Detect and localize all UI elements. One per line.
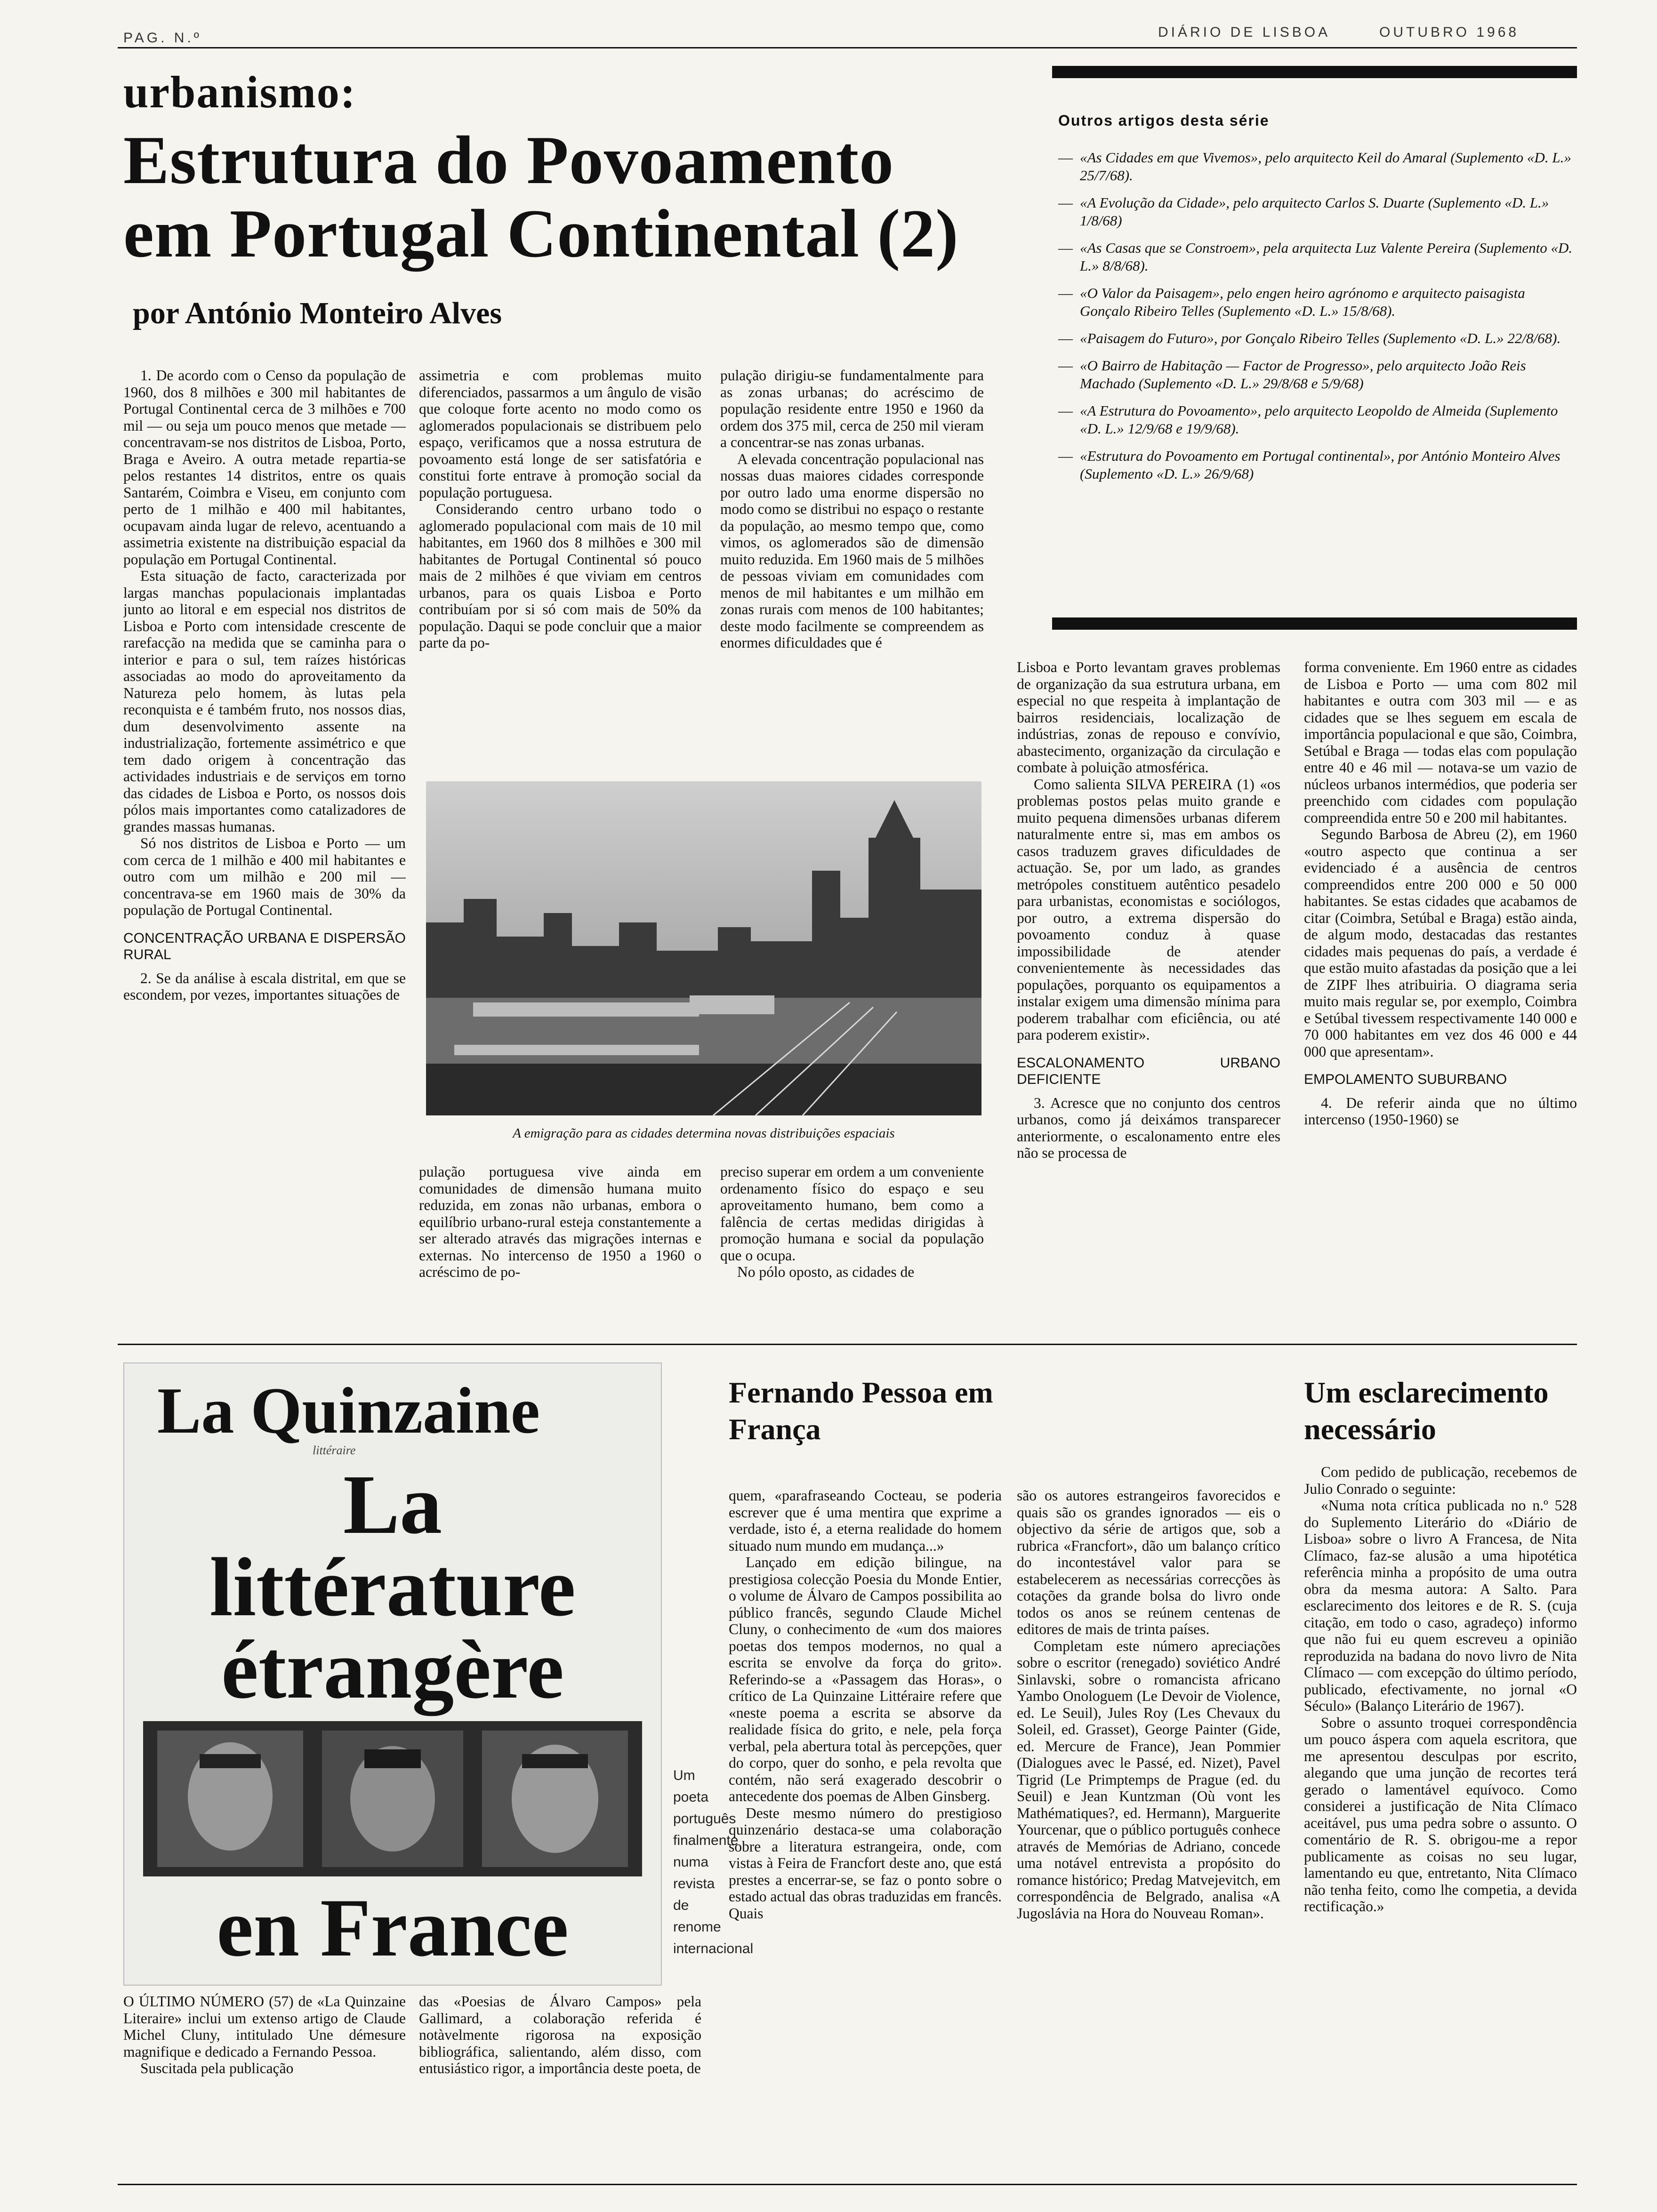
- series-title: Outros artigos desta série: [1058, 112, 1270, 129]
- clarification-column: Com pedido de publicação, recebemos de Julio Conrado o seguinte: «Numa nota crítica publicada no n.º 528 do Suplemento Literário do «Diário de Lisboa» sobre o livro A Francesa, de Nita Clímaco, faz-se alusão a uma hipotética referência minha a propósito de uma outra obra da mesma autora: A Salto. Para esclarecimento dos leitores e de R. S. (cuja citação, em todo o caso, agradeço) informo que não fui eu quem escreveu a opinião reproduzida na badana do novo livro de Nita Clímaco — com excepção do último período, publicado, efectivamente, no jornal «O Século» (Balanço Literário de 1967). Sobre o assunto troquei correspondência um pouco áspera com aquela escritora, que me apresentou desculpas por escrito, alegando que uma junção de recortes terá gerado o lamentável equívoco. Como considerei a justificação de Nita Clímaco aceitável, pus uma pedra sobre o assunto. O comentário de R. S. obrigou-me a repor publicamente as coisas no seu lugar, lamentando eu que, entretanto, Nita Clímaco não tenha feito, como lhe competia, a devida rectificação.»: [1304, 1464, 1577, 1915]
- article-title-line2: em Portugal Continental (2): [123, 195, 959, 272]
- cover-masthead: La Quinzaine: [157, 1374, 540, 1447]
- section-label: urbanismo:: [123, 67, 356, 117]
- photo-caption: A emigração para as cidades determina novas distribuições espaciais: [513, 1126, 895, 1141]
- issue-date: OUTUBRO 1968: [1379, 24, 1520, 40]
- subheading-urban-scaling: ESCALONAMENTO URBANO DEFICIENTE: [1017, 1055, 1280, 1087]
- cover-portraits: [143, 1721, 642, 1876]
- portraits-image: [143, 1721, 642, 1876]
- magazine-cover: [123, 1362, 662, 1986]
- pessoa-title: Fernando Pessoa em França: [729, 1376, 993, 1446]
- article-byline: por António Monteiro Alves: [133, 296, 502, 330]
- clarification-title: Um esclarecimento necessário: [1304, 1376, 1549, 1446]
- series-item: — «O Valor da Paisagem», pelo engen heiro agrónomo e arquitecto paisagista Gonçalo Ribeiro Telles (Suplemento «D. L.» 15/8/68).: [1058, 284, 1576, 320]
- article-column-4: Lisboa e Porto levantam graves problemas de organização da sua estrutura urbana, em especial no que respeita à implantação de bairros residenciais, localização de indústrias, zonas de repouso e convívio, abastecimento, organização da circulação e combate à poluição atmosférica. Como salienta SILVA PEREIRA (1) «os problemas postos pelas muito grande e muito pequena dimensões urbanas diferem naturalmente entre si, mas em ambos os casos traduzem graves dificuldades de actuação. Se, por um lado, as grandes metrópoles constituem autêntico pesadelo para urbanistas, economistas e sociólogos, por outro, a extrema dispersão do povoamento conduz à quase impossibilidade de atender convenientemente às necessidades das populações, porquanto os equipamentos a instalar exigem uma dimensão mínima para poderem trabalhar com eficiência, ou até para poderem existir». ESCALONAMENTO URBANO DEFICIENTE 3. Acresce que no conjunto dos centros urbanos, como já deixámos transparecer anteriormente, o escalonamento entre eles não se processa de: [1017, 659, 1280, 1161]
- cover-line-2: littérature: [209, 1540, 576, 1634]
- skyline-image: [426, 781, 981, 1115]
- article-column-3: pulação dirigiu-se fundamentalmente para as zonas urbanas; do acréscimo de população residente entre 1950 e 1960 da ordem dos 375 mil, cerca de 250 mil vieram a concentrar-se nas zonas urbanas. A elevada concentração populacional nas nossas duas maiores cidades corresponde por outro lado uma enorme dispersão no modo como se distribui no espaço o restante da população, ao mesmo tempo que, como vimos, os aglomerados são de dimensão muito reduzida. Em 1960 mais de 5 milhões de pessoas viviam em comunidades com menos de mil habitantes e um milhão em zonas rurais com menos de 100 habitantes; deste modo facilmente se compreendem as enormes dificuldades que é: [720, 367, 984, 651]
- cover-line-3: étrangère: [221, 1623, 564, 1716]
- series-item: — «Estrutura do Povoamento em Portugal continental», por António Monteiro Alves (Suplemento «D. L.» 26/9/68): [1058, 447, 1576, 483]
- series-list: [1058, 149, 1576, 492]
- series-item: — «Paisagem do Futuro», por Gonçalo Ribeiro Telles (Suplemento «D. L.» 22/8/68).: [1058, 329, 1576, 347]
- subheading-urban-concentration: CONCENTRAÇÃO URBANA E DISPERSÃO RURAL: [123, 930, 406, 962]
- series-bottom-bar: [1052, 617, 1577, 630]
- article-column-5: forma conveniente. Em 1960 entre as cidades de Lisboa e Porto — uma com 802 mil habitantes e outra com 303 mil — e as cidades que se lhes seguem em escala de importância populacional e que são, Coimbra, Setúbal e Braga — todas elas com população entre 40 e 46 mil — notava-se um vazio de núcleos urbanos intermédios, que poderia ser preenchido com cidades com população compreendida entre 50 e 200 mil habitantes. Segundo Barbosa de Abreu (2), em 1960 «outro aspecto que continua a ser evidenciado é a ausência de centros compreendidos entre 200 000 e 50 000 habitantes. Se estas cidades que acabamos de citar (Coimbra, Setúbal e Braga) estão ainda, de algum modo, destacadas das restantes cidades mais pequenas do país, a verdade é que estão muito afastadas da posição que a lei de ZIPF lhes atribuiria. O diagrama seria muito mais regular se, por exemplo, Coimbra e Setúbal tivessem respectivamente 140 000 e 70 000 habitantes em vez dos 46 000 e 44 000 que apresentam». EMPOLAMENTO SUBURBANO 4. De referir ainda que no último intercenso (1950-1960) se: [1304, 659, 1577, 1128]
- series-item: — «A Estrutura do Povoamento», pelo arquitecto Leopoldo de Almeida (Suplemento «D. L.» 12/9/68 e 19/9/68).: [1058, 402, 1576, 438]
- page-number-label: PAG. N.º: [123, 30, 202, 46]
- cover-line-1: La: [343, 1458, 442, 1551]
- article-column-2b: pulação portuguesa vive ainda em comunidades de dimensão humana muito reduzida, em zonas não urbanas, embora o equilíbrio urbano-rural esteja constantemente a ser alterado através das migrações internas e externas. No intercenso de 1950 a 1960 o acréscimo de po-: [419, 1163, 701, 1280]
- article-column-1: 1. De acordo com o Censo da população de 1960, dos 8 milhões e 300 mil habitantes de Portugal Continental cerca de 3 milhões e 700 mil — ou seja um pouco menos que metade — concentravam-se nos distritos de Lisboa, Porto, Braga e Aveiro. A outra metade repartia-se pelos restantes 14 distritos, entre os quais Santarém, Coimbra e Viseu, em conjunto com perto de 1 milhão e 400 mil habitantes, ocupavam ainda lugar de relevo, acentuando a assimetria existente na distribuição espacial da população em Portugal Continental. Esta situação de facto, caracterizada por largas manchas populacionais implantadas junto ao litoral e em especial nos distritos de Lisboa e Porto com intensidade crescente de rarefacção na medida que se caminha para o interior e para o sul, tem raízes históricas associadas ao modo do aproveitamento da Natureza pelo homem, às lutas pela reconquista e é também fruto, nos nossos dias, dum desenvolvimento assente na industrialização, fortemente assimétrico e que tem dado origem à concentração das actividades industriais e de serviços em torno das cidades de Lisboa e Porto, os nossos dois pólos mais importantes como catalizadores de grandes massas humanas. Só nos distritos de Lisboa e Porto — um com cerca de 1 milhão e 400 mil habitantes e outro com um milhão e 200 mil — concentrava-se em 1960 mais de 30% da população de Portugal Continental. CONCENTRAÇÃO URBANA E DISPERSÃO RURAL 2. Se da análise à escala distrital, em que se escondem, por vezes, importantes situações de: [123, 367, 406, 1003]
- cover-line-4: en France: [217, 1882, 569, 1974]
- series-item: — «As Casas que se Constroem», pela arquitecta Luz Valente Pereira (Suplemento «D. L.» 8/8/68).: [1058, 239, 1576, 275]
- header-rule: [118, 47, 1577, 48]
- series-top-bar: [1052, 66, 1577, 78]
- footer-rule: [118, 2184, 1577, 2185]
- cover-masthead-sub: littéraire: [313, 1443, 356, 1457]
- subheading-suburban-growth: EMPOLAMENTO SUBURBANO: [1304, 1072, 1507, 1087]
- pessoa-column-b: são os autores estrangeiros favorecidos e quais são os grandes ignorados — eis o objectivo da série de artigos que, sob a rubrica «Francfort», dão um balanço crítico do incontestável valor para se estabelecerem as necessárias correcções às cotações da grande bolsa do livro onde todos os anos se reúnem centenas de editores de mais de trinta países. Completam este número apreciações sobre o escritor (renegado) soviético André Sinlavski, sobre o romancista africano Yambo Onologuem (Le Devoir de Violence, ed. Le Seuil), Jules Roy (Les Chevaux du Soleil, ed. Grasset), George Painter (Gide, ed. Mercure de France), Jean Pommier (Dialogues avec le Passé, ed. Nizet), Pavel Tigrid (Le Primptemps de Prague (ed. du Seuil) e Jean Kuntzman (Où vont les Mathématiques?, ed. Hermann), Marguerite Yourcenar, que o público português conhece através de Memórias de Adriano, concede uma notável entrevista a propósito do romance histórico; Predag Matvejevitch, em correspondência de Belgrado, analisa «A Jugoslávia na Hora do Nouveau Roman».: [1017, 1487, 1280, 1922]
- article-title-line1: Estrutura do Povoamento: [123, 122, 894, 198]
- article-column-3b: preciso superar em ordem a um conveniente ordenamento físico do espaço e seu aproveitamento humano, bem como a falência de certas medidas dirigidas à promoção humana e social da população que o ocupa. No pólo oposto, as cidades de: [720, 1163, 984, 1280]
- pessoa-column-a: quem, «parafraseando Cocteau, se poderia escrever que é uma mentira que exprime a verdade, isto é, a eterna realidade do homem situado num mundo em mudança...» Lançado em edição bilingue, na prestigiosa colecção Poesia du Monde Entier, o volume de Álvaro de Campos possibilita ao público francês, segundo Claude Michel Cluny, o conhecimento de «um dos maiores poetas dos tempos modernos, no qual a escrita se envolve da força do grito». Referindo-se a «Passagem das Horas», o crítico de La Quinzaine Littéraire refere que «neste poema a escrita se absorve da realidade física do grito, e nele, pela força verbal, pela abertura total às percepções, quer do corpo, quer do sonho, e pela revolta que contém, não será exagerado descobrir o antecedente dos poemas de Alben Ginsberg. Deste mesmo número do prestigioso quinzenário destaca-se uma colaboração sobre a literatura estrangeira, onde, com vistas à Feira de Francfort deste ano, que está prestes a encerrar-se, se faz o ponto sobre o estado actual das obras traduzidas em francês. Quais: [729, 1487, 1002, 1922]
- pessoa-column-mid: das «Poesias de Álvaro Campos» pela Gallimard, a colaboração referida é notàvelmente rigorosa na exposição bibliográfica, salientando, além disso, com entusiástico rigor, a importância deste poeta, de: [419, 1993, 701, 2076]
- newspaper-name: DIÁRIO DE LISBOA: [1158, 24, 1331, 40]
- series-item: — «O Bairro de Habitação — Factor de Progresso», pelo arquitecto João Reis Machado (Suplemento «D. L.» 29/8/68 e 5/9/68): [1058, 357, 1576, 393]
- city-photo: [426, 781, 981, 1115]
- pessoa-column-left: O ÚLTIMO NÚMERO (57) de «La Quinzaine Literaire» inclui um extenso artigo de Claude Michel Cluny, intitulado Une démesure magnifique e dedicado a Fernando Pessoa. Suscitada pela publicação: [123, 1993, 406, 2076]
- series-item: — «As Cidades em que Vivemos», pelo arquitecto Keil do Amaral (Suplemento «D. L.» 25/7/68).: [1058, 149, 1576, 184]
- series-item: — «A Evolução da Cidade», pelo arquitecto Carlos S. Duarte (Suplemento «D. L.» 1/8/68): [1058, 194, 1576, 230]
- article-column-2: assimetria e com problemas muito diferenciados, passarmos a um ângulo de visão que coloque forte acento no modo como os aglomerados populacionais se distribuem pelo espaço, verificamos que a nossa estrutura de povoamento está longe de ser satisfatória e constitui forte entrave à promoção social da população portuguesa. Considerando centro urbano todo o aglomerado populacional com mais de 10 mil habitantes, em 1960 dos 8 milhões e 300 mil habitantes de Portugal Continental só pouco mais de 2 milhões é que viviam em centros urbanos, para os quais Lisboa e Porto contribuíam por si só com mais de 50% da população. Daqui se pode concluir que a maior parte da po-: [419, 367, 701, 651]
- section-divider: [118, 1344, 1577, 1345]
- cover-side-caption: Um poeta português finalmente numa revista de renome internacional: [673, 1768, 754, 1956]
